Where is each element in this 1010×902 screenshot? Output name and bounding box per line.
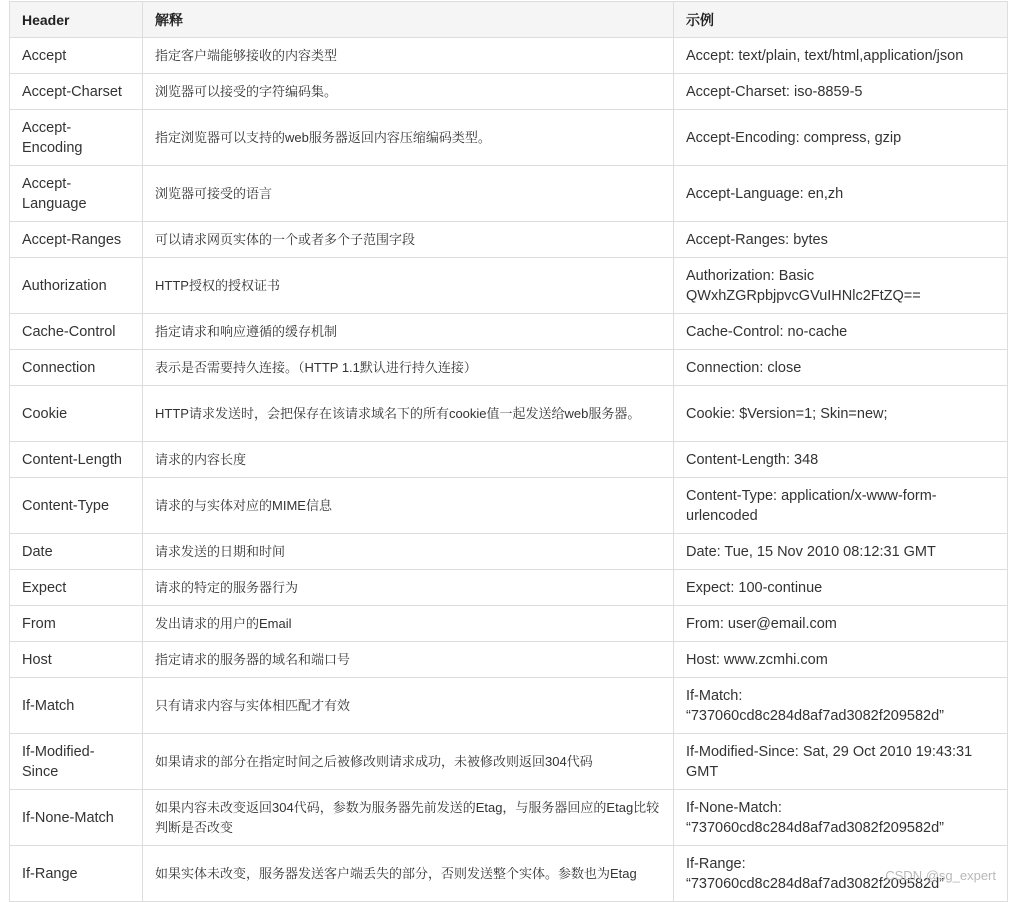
header-name-cell: If-Range xyxy=(10,846,143,902)
table-row xyxy=(10,642,1008,678)
table-row xyxy=(10,350,1008,386)
description-cell: 如果实体未改变，服务器发送客户端丢失的部分，否则发送整个实体。参数也为Etag xyxy=(143,846,674,902)
column-header-example: 示例 xyxy=(674,2,1008,38)
example-cell: If-Match: “737060cd8c284d8af7ad3082f209582d” xyxy=(674,678,1008,734)
example-cell: Accept-Ranges: bytes xyxy=(674,222,1008,258)
table-row xyxy=(10,222,1008,258)
description-cell: 请求的与实体对应的MIME信息 xyxy=(143,478,674,534)
http-headers-table xyxy=(9,1,1008,902)
example-cell: Accept-Charset: iso-8859-5 xyxy=(674,74,1008,110)
table-row xyxy=(10,386,1008,442)
example-cell: Accept-Language: en,zh xyxy=(674,166,1008,222)
example-cell: If-Modified-Since: Sat, 29 Oct 2010 19:43:31 GMT xyxy=(674,734,1008,790)
table-row xyxy=(10,534,1008,570)
description-cell: 指定请求的服务器的域名和端口号 xyxy=(143,642,674,678)
description-cell: 可以请求网页实体的一个或者多个子范围字段 xyxy=(143,222,674,258)
header-name-cell: Accept-Language xyxy=(10,166,143,222)
table-row xyxy=(10,846,1008,902)
example-cell: Content-Length: 348 xyxy=(674,442,1008,478)
header-name-cell: Accept xyxy=(10,38,143,74)
table-row xyxy=(10,570,1008,606)
header-name-cell: Connection xyxy=(10,350,143,386)
example-cell: Authorization: Basic QWxhZGRpbjpvcGVuIHNlc2FtZQ== xyxy=(674,258,1008,314)
table-row xyxy=(10,606,1008,642)
example-cell: If-Range: “737060cd8c284d8af7ad3082f209582d” xyxy=(674,846,1008,902)
header-name-cell: Accept-Encoding xyxy=(10,110,143,166)
header-name-cell: Host xyxy=(10,642,143,678)
example-cell: Cache-Control: no-cache xyxy=(674,314,1008,350)
column-header-description: 解释 xyxy=(143,2,674,38)
table-row xyxy=(10,442,1008,478)
header-name-cell: If-Modified-Since xyxy=(10,734,143,790)
description-cell: 发出请求的用户的Email xyxy=(143,606,674,642)
column-header-header: Header xyxy=(10,2,143,38)
header-name-cell: Accept-Charset xyxy=(10,74,143,110)
example-cell: Content-Type: application/x-www-form-urlencoded xyxy=(674,478,1008,534)
table-row xyxy=(10,790,1008,846)
table-row xyxy=(10,74,1008,110)
table-header-row xyxy=(10,2,1008,38)
header-name-cell: If-None-Match xyxy=(10,790,143,846)
description-cell: 只有请求内容与实体相匹配才有效 xyxy=(143,678,674,734)
header-name-cell: Cookie xyxy=(10,386,143,442)
table-row xyxy=(10,166,1008,222)
header-name-cell: Date xyxy=(10,534,143,570)
table-row xyxy=(10,110,1008,166)
description-cell: 请求的内容长度 xyxy=(143,442,674,478)
header-name-cell: Content-Type xyxy=(10,478,143,534)
description-cell: HTTP请求发送时，会把保存在该请求域名下的所有cookie值一起发送给web服务器。 xyxy=(143,386,674,442)
example-cell: Date: Tue, 15 Nov 2010 08:12:31 GMT xyxy=(674,534,1008,570)
example-cell: Accept: text/plain, text/html,application/json xyxy=(674,38,1008,74)
description-cell: 如果请求的部分在指定时间之后被修改则请求成功，未被修改则返回304代码 xyxy=(143,734,674,790)
header-name-cell: Accept-Ranges xyxy=(10,222,143,258)
header-name-cell: From xyxy=(10,606,143,642)
example-cell: Host: www.zcmhi.com xyxy=(674,642,1008,678)
header-name-cell: Authorization xyxy=(10,258,143,314)
description-cell: 指定浏览器可以支持的web服务器返回内容压缩编码类型。 xyxy=(143,110,674,166)
header-name-cell: Expect xyxy=(10,570,143,606)
description-cell: 指定请求和响应遵循的缓存机制 xyxy=(143,314,674,350)
description-cell: 表示是否需要持久连接。（HTTP 1.1默认进行持久连接） xyxy=(143,350,674,386)
description-cell: 浏览器可接受的语言 xyxy=(143,166,674,222)
description-cell: 指定客户端能够接收的内容类型 xyxy=(143,38,674,74)
example-cell: Accept-Encoding: compress, gzip xyxy=(674,110,1008,166)
example-cell: Connection: close xyxy=(674,350,1008,386)
description-cell: 请求的特定的服务器行为 xyxy=(143,570,674,606)
example-cell: If-None-Match: “737060cd8c284d8af7ad3082f209582d” xyxy=(674,790,1008,846)
header-name-cell: Cache-Control xyxy=(10,314,143,350)
watermark-text: CSDN @sg_expert xyxy=(885,868,996,883)
example-cell: Cookie: $Version=1; Skin=new; xyxy=(674,386,1008,442)
header-name-cell: If-Match xyxy=(10,678,143,734)
table-row xyxy=(10,734,1008,790)
description-cell: HTTP授权的授权证书 xyxy=(143,258,674,314)
example-cell: Expect: 100-continue xyxy=(674,570,1008,606)
description-cell: 浏览器可以接受的字符编码集。 xyxy=(143,74,674,110)
description-cell: 如果内容未改变返回304代码，参数为服务器先前发送的Etag，与服务器回应的Etag比较判断是否改变 xyxy=(143,790,674,846)
table-row xyxy=(10,258,1008,314)
table-row xyxy=(10,478,1008,534)
description-cell: 请求发送的日期和时间 xyxy=(143,534,674,570)
table-row xyxy=(10,38,1008,74)
header-name-cell: Content-Length xyxy=(10,442,143,478)
table-row xyxy=(10,678,1008,734)
example-cell: From: user@email.com xyxy=(674,606,1008,642)
table-row xyxy=(10,314,1008,350)
